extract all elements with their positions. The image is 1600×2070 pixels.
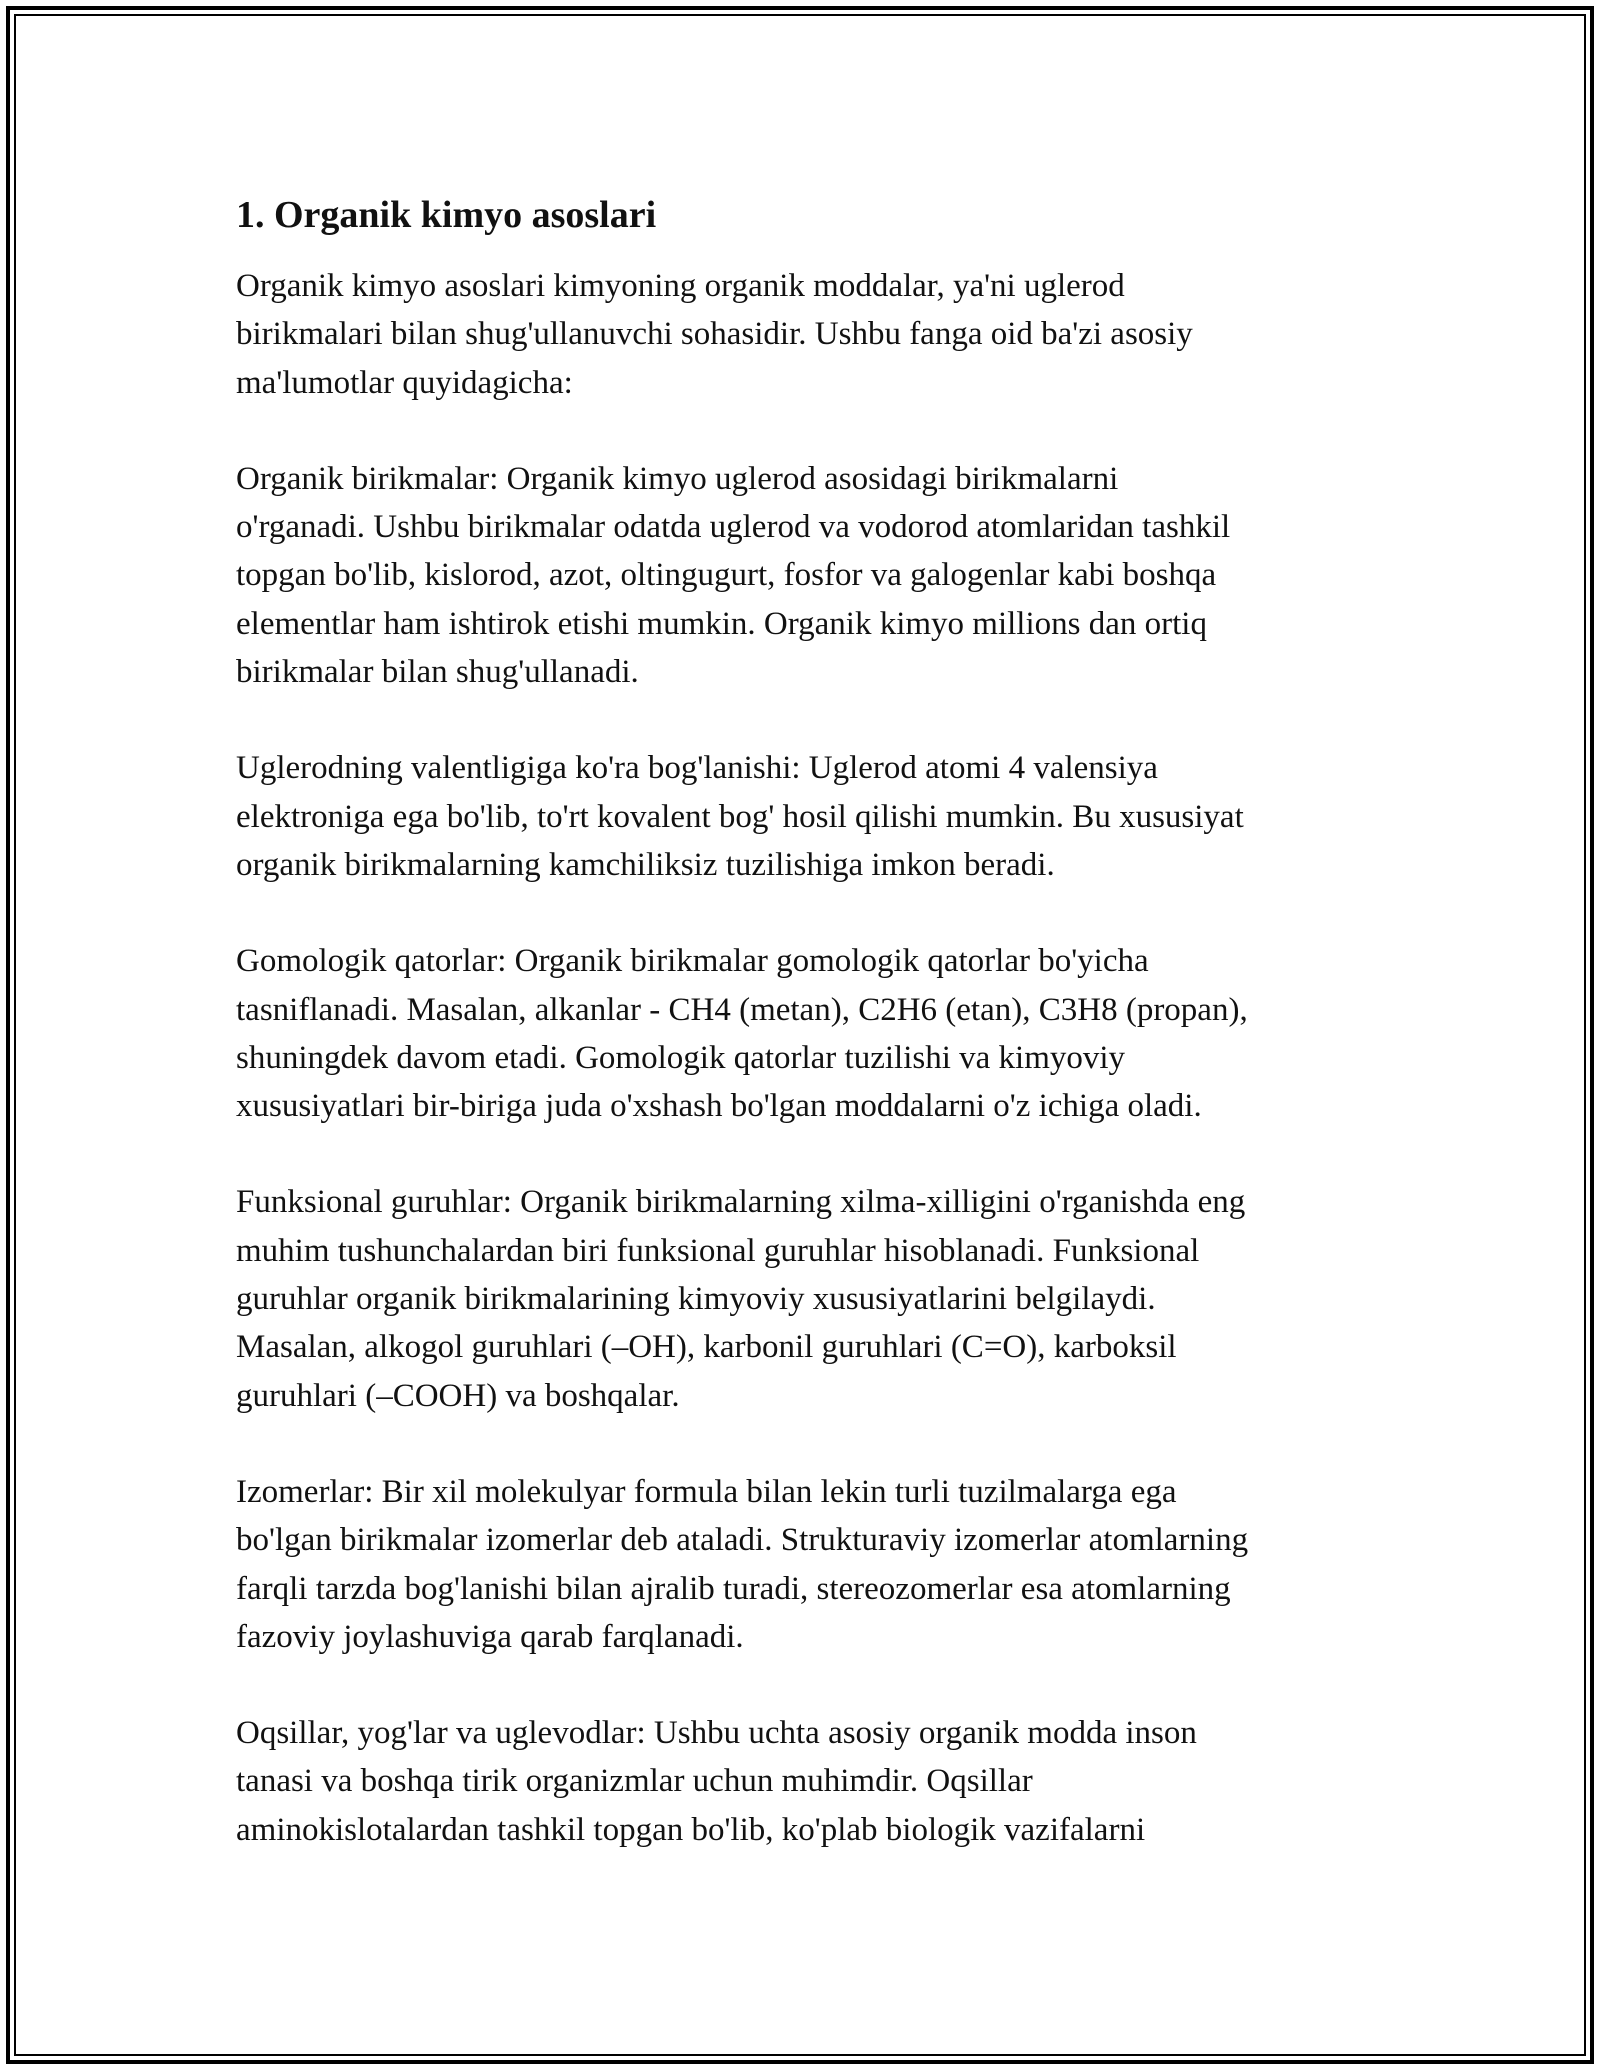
- paragraph-homologous-series: Gomologik qatorlar: Organik birikmalar gomologik qatorlar bo'yicha tasniflanadi. Masalan, alkanlar - CH4 (metan), C2H6 (etan), C3H8 (propan), shuningdek davom etadi. Gomologik qatorlar tuzilishi va kimyoviy xususiyatlari bir-biriga juda o'xshash bo'lgan moddalarni o'z ichiga oladi.: [236, 943, 1248, 1125]
- paragraph-organic-compounds: Organik birikmalar: Organik kimyo uglerod asosidagi birikmalarni o'rganadi. Ushbu birikmalar odatda uglerod va vodorod atomlaridan tashkil topgan bo'lib, kislorod, azot, oltingugurt, fosfor va galogenlar kabi boshqa elementlar ham ishtirok etishi mumkin. Organik kimyo millions dan ortiq birikmalar bilan shug'ullanadi.: [236, 460, 1231, 691]
- paragraph-biomolecules: Oqsillar, yog'lar va uglevodlar: Ushbu uchta asosiy organik modda inson tanasi va boshqa tirik organizmlar uchun muhimdir. Oqsillar aminokislotalardan tashkil topgan bo'lib, ko'plab biologik vazifalarni: [236, 1715, 1197, 1848]
- paragraph-carbon-valency: Uglerodning valentligiga ko'ra bog'lanishi: Uglerod atomi 4 valensiya elektroniga ega bo'lib, to'rt kovalent bog' hosil qilishi mumkin. Bu xususiyat organik birikmalarning kamchiliksiz tuzilishiga imkon beradi.: [236, 750, 1244, 883]
- document-body: [236, 192, 1376, 1902]
- paragraph-isomers: Izomerlar: Bir xil molekulyar formula bilan lekin turli tuzilmalarga ega bo'lgan birikmalar izomerlar deb ataladi. Strukturaviy izomerlar atomlarning farqli tarzda bog'lanishi bilan ajralib turadi, stereozomerlar esa atomlarning fazoviy joylashuviga qarab farqlanadi.: [236, 1473, 1249, 1655]
- paragraph-intro: Organik kimyo asoslari kimyoning organik moddalar, ya'ni uglerod birikmalari bilan shug'ullanuvchi sohasidir. Ushbu fanga oid ba'zi asosiy ma'lumotlar quyidagicha:: [236, 268, 1193, 401]
- section-heading: 1. Organik kimyo asoslari: [236, 194, 657, 236]
- paragraph-functional-groups: Funksional guruhlar: Organik birikmalarning xilma-xilligini o'rganishda eng muhim tushunchalardan biri funksional guruhlar hisoblanadi. Funksional guruhlar organik birikmalarining kimyoviy xususiyatlarini belgilaydi. Masalan, alkogol guruhlari (–OH), karbonil guruhlari (C=O), karboksil guruhlari (–COOH) va boshqalar.: [236, 1184, 1246, 1414]
